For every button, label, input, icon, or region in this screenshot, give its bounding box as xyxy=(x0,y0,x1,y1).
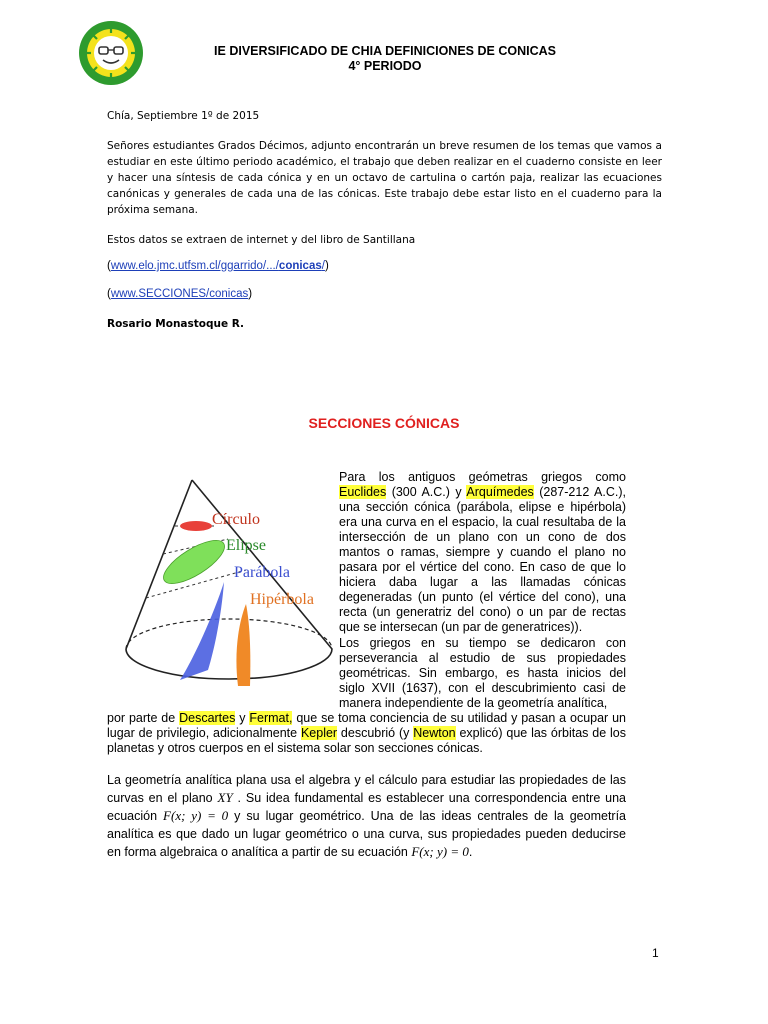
school-logo xyxy=(78,20,144,86)
source-link-1[interactable] xyxy=(111,260,325,272)
math-xy: XY xyxy=(217,790,233,805)
cone-base-front xyxy=(126,649,332,679)
link1-close: ) xyxy=(324,260,329,272)
p3-text-d: . xyxy=(468,845,473,859)
p2-text-d: que se toma conciencia de su utilidad y pasan a ocupar un lugar de privilegio, adicionalmente xyxy=(107,711,626,740)
paragraph-greeks-part2 xyxy=(107,711,626,756)
p3-text-a: La geometría analítica plana usa el algebra y el cálculo para estudiar las propiedades de las curvas en el plano xyxy=(107,773,626,805)
highlight-newton: Newton xyxy=(413,726,456,740)
p2-text-e: descubrió (y xyxy=(337,726,414,740)
p2-text-c: y xyxy=(235,711,250,725)
cone-base-back xyxy=(126,619,332,649)
paragraph-analytic-geometry xyxy=(107,771,626,861)
label-circulo: Círculo xyxy=(212,511,260,528)
p1-text-a: Para los antiguos geómetras griegos como xyxy=(339,470,626,484)
section-title: SECCIONES CÓNICAS xyxy=(308,415,460,431)
link1-text: www.elo.jmc.utfsm.cl/ggarrido/.../ xyxy=(110,260,279,272)
p1-text-c: (287-212 A.C.), una sección cónica (parábola, elipse e hipérbola) era una curva en el espacio, la cual resultaba de la intersección de un plano con un cono de dos mantos o ramas, siempre y cuando el plano no pasara por el vértice del cono. En caso de que lo hiciera daba lugar a las llamadas cónicas degeneradas (un punto (el vértice del cono), una recta (un generatriz del cono) o un par de rectas que se intersecan (un par de generatrices)). xyxy=(339,485,626,634)
link2-close: ) xyxy=(248,288,253,300)
highlight-arquimedes: Arquímedes xyxy=(466,485,534,499)
source-link-1-line xyxy=(107,260,329,272)
letter-sources: Estos datos se extraen de internet y del libro de Santillana xyxy=(107,234,416,246)
highlight-euclides: Euclides xyxy=(339,485,387,499)
highlight-fermat: Fermat, xyxy=(249,711,293,725)
header-period: 4° PERIODO xyxy=(348,59,422,73)
link1-bold: conicas xyxy=(278,260,322,272)
p3-text-b: . Su idea fundamental es establecer una correspondencia entre una ecuación xyxy=(107,791,626,823)
signature: Rosario Monastoque R. xyxy=(107,318,245,330)
math-equation-2: F(x; y) = 0 xyxy=(411,844,469,859)
label-elipse: Elipse xyxy=(226,537,266,554)
letter-date: Chía, Septiembre 1º de 2015 xyxy=(107,110,260,122)
link2-open: ( xyxy=(107,288,111,300)
label-parabola: Parábola xyxy=(234,564,290,581)
source-link-2-line xyxy=(107,288,252,300)
link1-end: / xyxy=(321,260,325,272)
parabola-section xyxy=(180,582,224,680)
p2-text-f: explicó) que las órbitas de los planetas y otros cuerpos en el sistema solar son secciones cónicas. xyxy=(107,726,626,755)
p2-text-b: por parte de xyxy=(107,711,180,725)
p1-text-b: (300 A.C.) y xyxy=(386,485,467,499)
link1-open: ( xyxy=(107,260,111,272)
label-hiperbola: Hipérbola xyxy=(250,591,314,608)
source-link-2[interactable]: www.SECCIONES/conicas xyxy=(110,288,249,300)
page-number: 1 xyxy=(652,946,659,960)
hyperbola-section xyxy=(236,604,250,686)
highlight-kepler: Kepler xyxy=(300,726,338,740)
highlight-descartes: Descartes xyxy=(179,711,236,725)
conic-sections-figure xyxy=(118,474,340,704)
circle-section xyxy=(180,521,212,531)
letter-intro: Señores estudiantes Grados Décimos, adjunto encontrarán un breve resumen de los temas que vamos a estudiar en este último periodo académico, el trabajo que deben realizar en el cuaderno consiste en leer y hacer una síntesis de cada cónica y en un octavo de cartulina o cartón paja, realizar las ecuaciones canónicas y generales de cada una de las cónicas. Este trabajo debe estar listo en el cuaderno para la próxima semana. xyxy=(107,140,662,216)
paragraph-greeks-part1: Los griegos en su tiempo se dedicaron con perseverancia al estudio de sus propiedades geométricas. Sin embargo, es hasta inicios del siglo XVII (1637), con el descubrimiento casi de manera independiente de la geometría analítica, xyxy=(339,636,626,710)
math-equation-1: F(x; y) = 0 xyxy=(163,808,229,823)
p3-text-c: y su lugar geométrico. Una de las ideas centrales de la geometría analítica es que dado un lugar geométrico o una curva, sus propiedades pueden deducirse en forma algebraica o analítica a partir de su ecuación xyxy=(107,809,627,859)
header-title: IE DIVERSIFICADO DE CHIA DEFINICIONES DE CONICAS xyxy=(214,44,556,58)
paragraph-ancient-geometers xyxy=(339,470,626,635)
document-header xyxy=(150,44,620,74)
